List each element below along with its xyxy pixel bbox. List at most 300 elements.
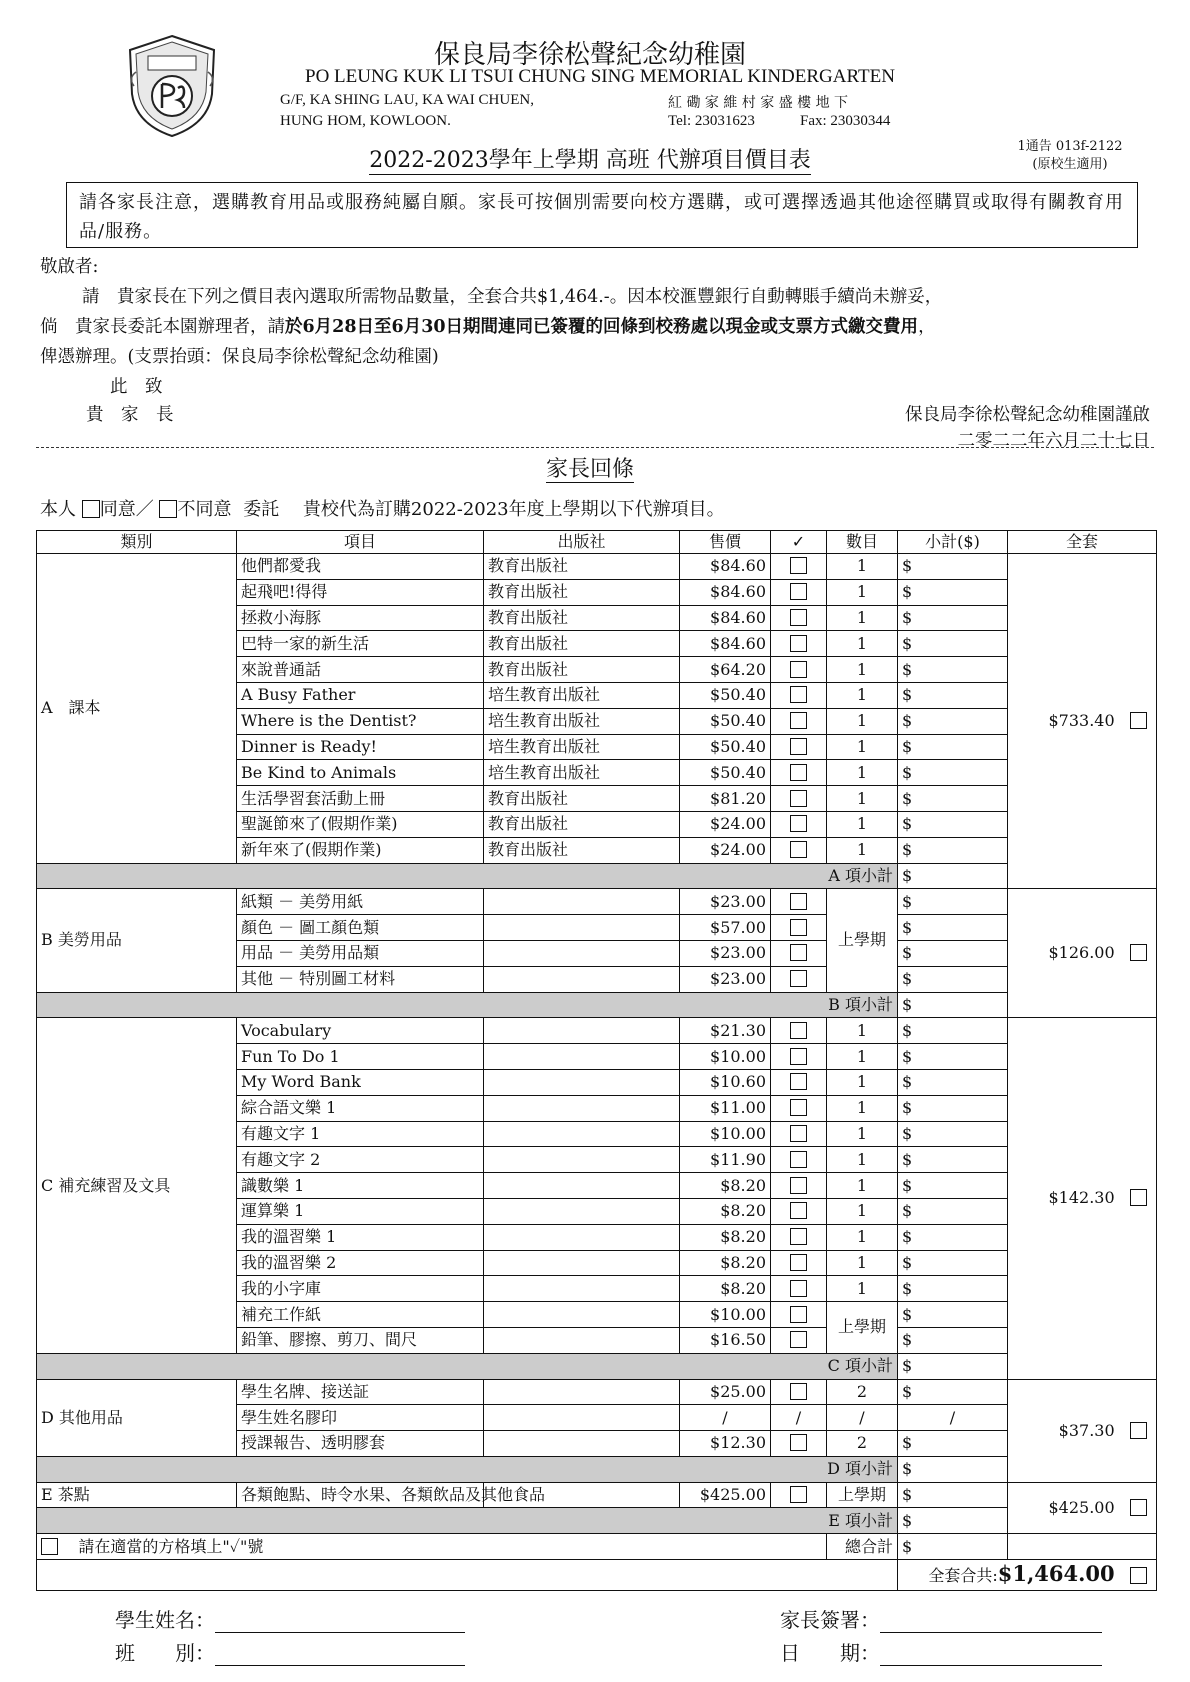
- subtotal: $: [898, 1224, 1008, 1250]
- price: /: [680, 1405, 771, 1431]
- publisher: [484, 1276, 680, 1302]
- quantity: 2: [827, 1431, 898, 1457]
- section-total-value: $733.40: [1048, 711, 1115, 731]
- publisher: [484, 1198, 680, 1224]
- item-name: Vocabulary: [237, 1018, 484, 1044]
- price-table: [36, 530, 1157, 1591]
- item-name: 生活學習套活動上冊: [237, 786, 484, 812]
- quantity: 1: [827, 1173, 898, 1199]
- price: $84.60: [680, 631, 771, 657]
- price: $10.00: [680, 1302, 771, 1328]
- item-name: 我的溫習樂 2: [237, 1250, 484, 1276]
- publisher: [484, 915, 680, 941]
- subtotal-label: B 項小計: [37, 992, 898, 1018]
- letter-paragraph-2: [40, 312, 936, 342]
- item-name: 補充工作紙: [237, 1302, 484, 1328]
- instruction-cell: [37, 1534, 827, 1560]
- tick-cell: [771, 734, 827, 760]
- category-label: E 茶點: [37, 1482, 237, 1508]
- class-label: 班 別：: [115, 1641, 215, 1665]
- item-checkbox[interactable]: [790, 1254, 807, 1271]
- publisher: 教育出版社: [484, 657, 680, 683]
- subtotal-label: E 項小計: [37, 1508, 898, 1534]
- item-checkbox[interactable]: [790, 557, 807, 574]
- price: $11.00: [680, 1095, 771, 1121]
- subtotal: $: [898, 837, 1008, 863]
- subtotal-value: $: [898, 1456, 1008, 1482]
- item-checkbox[interactable]: [790, 1022, 807, 1039]
- price: $50.40: [680, 734, 771, 760]
- section-set-checkbox[interactable]: [1130, 944, 1147, 961]
- item-checkbox[interactable]: [790, 1331, 807, 1348]
- price: $50.40: [680, 682, 771, 708]
- column-header: 售價: [680, 531, 771, 554]
- publisher: [484, 1069, 680, 1095]
- subtotal: $: [898, 940, 1008, 966]
- subtotal-value: $: [898, 1508, 1008, 1534]
- reply-slip-title-text: 家長回條: [545, 457, 634, 482]
- notice-code: 1通告 013f-2122: [1017, 139, 1123, 154]
- price: $8.20: [680, 1173, 771, 1199]
- subtotal: $: [898, 811, 1008, 837]
- table-row: [37, 1018, 1157, 1044]
- price: $8.20: [680, 1198, 771, 1224]
- letter-salutation: 敬啟者:: [40, 257, 99, 277]
- grand-total-empty: [1008, 1534, 1157, 1560]
- all-total-row: [37, 1560, 1157, 1591]
- item-name: A Busy Father: [237, 682, 484, 708]
- all-total-cell: [898, 1560, 1157, 1591]
- quantity: 1: [827, 1250, 898, 1276]
- publisher: 教育出版社: [484, 605, 680, 631]
- price: $23.00: [680, 966, 771, 992]
- date-label: 日 期：: [780, 1641, 880, 1665]
- tick-cell: [771, 682, 827, 708]
- item-checkbox[interactable]: [790, 1073, 807, 1090]
- agree-checkbox[interactable]: [82, 500, 100, 518]
- item-checkbox[interactable]: [790, 1048, 807, 1065]
- price: $84.60: [680, 605, 771, 631]
- table-header-row: [37, 531, 1157, 554]
- item-name: 他們都愛我: [237, 554, 484, 580]
- publisher: 教育出版社: [484, 837, 680, 863]
- tick-cell: [771, 605, 827, 631]
- item-name: 起飛吧!得得: [237, 579, 484, 605]
- subtotal: $: [898, 1482, 1008, 1508]
- subtotal-row: [37, 992, 1157, 1018]
- quantity: 1: [827, 605, 898, 631]
- tick-cell: [771, 760, 827, 786]
- item-name: 各類飽點、時令水果、各類飲品及其他食品: [237, 1482, 484, 1508]
- item-name: 運算樂 1: [237, 1198, 484, 1224]
- subtotal: $: [898, 1147, 1008, 1173]
- section-set-checkbox[interactable]: [1130, 1422, 1147, 1439]
- category-label: C 補充練習及文具: [37, 1018, 237, 1353]
- subtotal: $: [898, 1095, 1008, 1121]
- category-label: D 其他用品: [37, 1379, 237, 1456]
- address-en-line1: G/F, KA SHING LAU, KA WAI CHUEN,: [280, 92, 534, 108]
- quantity: 1: [827, 1044, 898, 1070]
- tick-cell: [771, 915, 827, 941]
- tick-cell: [771, 786, 827, 812]
- price: $10.00: [680, 1044, 771, 1070]
- item-name: 我的小字庫: [237, 1276, 484, 1302]
- tick-cell: [771, 1018, 827, 1044]
- item-checkbox[interactable]: [790, 1177, 807, 1194]
- student-name-field: [115, 1604, 465, 1633]
- item-name: 拯救小海豚: [237, 605, 484, 631]
- address-en-line2: HUNG HOM, KOWLOON.: [280, 113, 451, 129]
- price: $8.20: [680, 1276, 771, 1302]
- letter-paragraph-1: 請 貴家長在下列之價目表內選取所需物品數量，全套合共$1,464.-。因本校滙豐銀行自動轉賬手續尚未辦妥，: [82, 287, 943, 307]
- tick-cell: [771, 554, 827, 580]
- tick-cell: [771, 1250, 827, 1276]
- publisher: [484, 1095, 680, 1121]
- table-row: [37, 1379, 1157, 1405]
- tick-cell: [771, 966, 827, 992]
- column-header: ✓: [771, 531, 827, 554]
- quantity: 1: [827, 1121, 898, 1147]
- grand-total-label: 總合計: [827, 1534, 898, 1560]
- quantity: 1: [827, 1095, 898, 1121]
- item-checkbox[interactable]: [790, 1099, 807, 1116]
- student-name-label: 學生姓名：: [115, 1608, 215, 1632]
- tick-cell: [771, 1431, 827, 1457]
- date-input[interactable]: [880, 1641, 1102, 1666]
- publisher: [484, 1405, 680, 1431]
- subtotal-label: A 項小計: [37, 863, 898, 889]
- subtotal: $: [898, 605, 1008, 631]
- page-title-text: 2022-2023學年上學期 高班 代辦項目價目表: [369, 148, 811, 173]
- quantity: 1: [827, 760, 898, 786]
- address-cn: 紅 磡 家 維 村 家 盛 樓 地 下: [668, 95, 849, 111]
- price: $10.00: [680, 1121, 771, 1147]
- subtotal: $: [898, 1044, 1008, 1070]
- price: $57.00: [680, 915, 771, 941]
- publisher: [484, 966, 680, 992]
- publisher: [484, 1121, 680, 1147]
- item-name: 用品 － 美勞用品類: [237, 940, 484, 966]
- price: $12.30: [680, 1431, 771, 1457]
- grand-total-row: [37, 1534, 1157, 1560]
- category-label: A 課本: [37, 554, 237, 864]
- publisher: [484, 1379, 680, 1405]
- publisher: 教育出版社: [484, 631, 680, 657]
- subtotal: $: [898, 1018, 1008, 1044]
- subtotal: $: [898, 1276, 1008, 1302]
- item-name: 授課報告、透明膠套: [237, 1431, 484, 1457]
- subtotal: $: [898, 786, 1008, 812]
- publisher: [484, 1302, 680, 1328]
- letter-closing-1: 此 致: [110, 377, 163, 397]
- subtotal: $: [898, 1327, 1008, 1353]
- tick-cell: [771, 1327, 827, 1353]
- quantity: 1: [827, 734, 898, 760]
- column-header: 數目: [827, 531, 898, 554]
- section-set-checkbox[interactable]: [1130, 712, 1147, 729]
- tick-cell: [771, 1044, 827, 1070]
- publisher: 教育出版社: [484, 554, 680, 580]
- publisher: [484, 1250, 680, 1276]
- tick-cell: [771, 1147, 827, 1173]
- item-checkbox[interactable]: [790, 712, 807, 729]
- item-checkbox[interactable]: [790, 815, 807, 832]
- quantity: 1: [827, 579, 898, 605]
- reply-slip-title: [480, 452, 700, 483]
- school-name-cn: 保良局李徐松聲紀念幼稚園: [433, 40, 746, 70]
- subtotal: $: [898, 889, 1008, 915]
- section-total: [1008, 1482, 1157, 1534]
- publisher: 培生教育出版社: [484, 682, 680, 708]
- publisher: [484, 1044, 680, 1070]
- publisher: [484, 1173, 680, 1199]
- price: $11.90: [680, 1147, 771, 1173]
- item-checkbox[interactable]: [790, 1383, 807, 1400]
- table-row: [37, 1482, 1157, 1508]
- item-checkbox[interactable]: [790, 893, 807, 910]
- school-logo: [122, 32, 222, 140]
- grand-total-value: $: [898, 1534, 1008, 1560]
- tick-cell: [771, 1224, 827, 1250]
- item-checkbox[interactable]: [790, 609, 807, 626]
- item-name: 鉛筆、膠擦、剪刀、間尺: [237, 1327, 484, 1353]
- class-field: [115, 1637, 465, 1666]
- subtotal: $: [898, 682, 1008, 708]
- item-checkbox[interactable]: [790, 919, 807, 936]
- price: $50.40: [680, 708, 771, 734]
- publisher: 教育出版社: [484, 811, 680, 837]
- publisher: 培生教育出版社: [484, 760, 680, 786]
- tick-cell: [771, 1069, 827, 1095]
- price: $25.00: [680, 1379, 771, 1405]
- item-checkbox[interactable]: [790, 1280, 807, 1297]
- section-total-value: $37.30: [1058, 1420, 1115, 1440]
- item-name: 學生姓名膠印: [237, 1405, 484, 1431]
- item-checkbox[interactable]: [790, 583, 807, 600]
- item-name: 其他 － 特別圖工材料: [237, 966, 484, 992]
- publisher: [484, 1018, 680, 1044]
- item-checkbox[interactable]: [790, 841, 807, 858]
- tick-cell: [771, 579, 827, 605]
- tick-cell: [771, 811, 827, 837]
- subtotal: $: [898, 1198, 1008, 1224]
- subtotal-value: $: [898, 1353, 1008, 1379]
- item-checkbox[interactable]: [790, 1434, 807, 1451]
- disagree-checkbox[interactable]: [159, 500, 177, 518]
- section-total-value: $142.30: [1048, 1188, 1115, 1208]
- section-total: [1008, 1379, 1157, 1482]
- tick-cell: [771, 940, 827, 966]
- item-checkbox[interactable]: [790, 1228, 807, 1245]
- price: $24.00: [680, 811, 771, 837]
- subtotal: $: [898, 1121, 1008, 1147]
- subtotal-row: [37, 1456, 1157, 1482]
- item-name: 來說普通話: [237, 657, 484, 683]
- section-total: [1008, 554, 1157, 889]
- section-total-value: $126.00: [1048, 943, 1115, 963]
- subtotal: $: [898, 554, 1008, 580]
- item-checkbox[interactable]: [790, 764, 807, 781]
- item-checkbox[interactable]: [790, 944, 807, 961]
- quantity: 1: [827, 682, 898, 708]
- price: $8.20: [680, 1224, 771, 1250]
- subtotal: $: [898, 760, 1008, 786]
- subtotal: $: [898, 579, 1008, 605]
- parent-signature-input[interactable]: [880, 1608, 1102, 1633]
- subtotal: $: [898, 1302, 1008, 1328]
- price: $10.60: [680, 1069, 771, 1095]
- item-checkbox[interactable]: [790, 790, 807, 807]
- tick-cell: [771, 889, 827, 915]
- column-header: 出版社: [484, 531, 680, 554]
- publisher: 培生教育出版社: [484, 734, 680, 760]
- subtotal-row: [37, 1353, 1157, 1379]
- publisher: [484, 1431, 680, 1457]
- tick-cell: [771, 1121, 827, 1147]
- quantity: /: [827, 1405, 898, 1431]
- telephone: Tel: 23031623: [668, 113, 755, 129]
- letter-closing-2: 貴 家 長: [86, 405, 174, 425]
- quantity: 1: [827, 811, 898, 837]
- subtotal: $: [898, 631, 1008, 657]
- subtotal-row: [37, 1508, 1157, 1534]
- subtotal: $: [898, 915, 1008, 941]
- price: $425.00: [680, 1482, 771, 1508]
- category-label: B 美勞用品: [37, 889, 237, 992]
- item-checkbox[interactable]: [790, 1306, 807, 1323]
- subtotal: $: [898, 1069, 1008, 1095]
- item-checkbox[interactable]: [790, 635, 807, 652]
- item-name: 紙類 － 美勞用紙: [237, 889, 484, 915]
- all-total-value: $1,464.00: [997, 1561, 1115, 1587]
- section-set-checkbox[interactable]: [1130, 1499, 1147, 1516]
- quantity: 1: [827, 1224, 898, 1250]
- column-header: 小計($): [898, 531, 1008, 554]
- subtotal: /: [898, 1405, 1008, 1431]
- item-checkbox[interactable]: [790, 1151, 807, 1168]
- item-checkbox[interactable]: [790, 661, 807, 678]
- publisher: 教育出版社: [484, 579, 680, 605]
- subtotal: $: [898, 657, 1008, 683]
- quantity: 1: [827, 786, 898, 812]
- item-checkbox[interactable]: [790, 1125, 807, 1142]
- tick-cell: [771, 1276, 827, 1302]
- notice-applicability: (原校生適用): [1032, 157, 1108, 172]
- letter-paragraph-3: 俾憑辦理。(支票抬頭：保良局李徐松聲紀念幼稚園): [40, 347, 439, 367]
- tick-cell: [771, 657, 827, 683]
- price: $23.00: [680, 889, 771, 915]
- section-set-checkbox[interactable]: [1130, 1189, 1147, 1206]
- item-checkbox[interactable]: [790, 1486, 807, 1503]
- publisher: [484, 1224, 680, 1250]
- publisher: 教育出版社: [484, 786, 680, 812]
- disagree-label: 不同意: [177, 499, 232, 520]
- tick-cell: [771, 1302, 827, 1328]
- price: $23.00: [680, 940, 771, 966]
- letter-p2-start: 倘 貴家長委託本園辦理者，請: [40, 317, 285, 337]
- tick-cell: [771, 1095, 827, 1121]
- item-name: 顏色 － 圖工顏色類: [237, 915, 484, 941]
- tick-cell: [771, 1173, 827, 1199]
- consent-rest: 委託 貴校代為訂購2022-2023年度上學期以下代辦項目。: [243, 499, 725, 520]
- item-checkbox[interactable]: [790, 1202, 807, 1219]
- letter-p2-deadline: 於6月28日至6月30日期間連同已簽覆的回條到校務處以現金或支票方式繳交費用: [285, 317, 919, 337]
- subtotal: $: [898, 966, 1008, 992]
- item-name: 聖誕節來了(假期作業): [237, 811, 484, 837]
- column-header: 類別: [37, 531, 237, 554]
- price: $81.20: [680, 786, 771, 812]
- price: $64.20: [680, 657, 771, 683]
- school-name-en: PO LEUNG KUK LI TSUI CHUNG SING MEMORIAL KINDERGARTEN: [305, 66, 895, 87]
- parent-signature-field: [780, 1604, 1102, 1633]
- quantity: 1: [827, 1018, 898, 1044]
- fax: Fax: 23030344: [800, 113, 891, 129]
- column-header: 全套: [1008, 531, 1157, 554]
- item-checkbox[interactable]: [790, 686, 807, 703]
- price: $84.60: [680, 554, 771, 580]
- publisher: 培生教育出版社: [484, 708, 680, 734]
- subtotal: $: [898, 1431, 1008, 1457]
- quantity: 1: [827, 837, 898, 863]
- quantity: 1: [827, 657, 898, 683]
- item-name: 有趣文字 1: [237, 1121, 484, 1147]
- legend-checkbox[interactable]: [41, 1538, 58, 1555]
- subtotal: $: [898, 734, 1008, 760]
- tear-off-line: [36, 447, 1154, 448]
- quantity: 2: [827, 1379, 898, 1405]
- item-name: Where is the Dentist?: [237, 708, 484, 734]
- quantity: 1: [827, 708, 898, 734]
- student-name-input[interactable]: [215, 1608, 465, 1633]
- publisher: [484, 1147, 680, 1173]
- page-title: [280, 143, 900, 174]
- price: $16.50: [680, 1327, 771, 1353]
- publisher: [484, 889, 680, 915]
- quantity-term: 上學期: [827, 1302, 898, 1354]
- letter-p2-end: ，: [918, 317, 936, 337]
- subtotal-label: D 項小計: [37, 1456, 898, 1482]
- price: $8.20: [680, 1250, 771, 1276]
- quantity: 1: [827, 1276, 898, 1302]
- all-set-checkbox[interactable]: [1130, 1567, 1147, 1584]
- quantity: 1: [827, 1147, 898, 1173]
- quantity: 1: [827, 1198, 898, 1224]
- all-total-spacer: [37, 1560, 898, 1591]
- class-input[interactable]: [215, 1641, 465, 1666]
- table-row: [37, 554, 1157, 580]
- subtotal-row: [37, 863, 1157, 889]
- consent-line: [40, 495, 725, 521]
- all-total-label: 全套合共:: [928, 1566, 998, 1586]
- item-checkbox[interactable]: [790, 970, 807, 987]
- table-row: [37, 889, 1157, 915]
- subtotal: $: [898, 1379, 1008, 1405]
- item-name: 有趣文字 2: [237, 1147, 484, 1173]
- item-checkbox[interactable]: [790, 738, 807, 755]
- tick-cell: [771, 1198, 827, 1224]
- subtotal: $: [898, 1173, 1008, 1199]
- quantity-term: 上學期: [827, 889, 898, 992]
- price: $84.60: [680, 579, 771, 605]
- item-name: 識數樂 1: [237, 1173, 484, 1199]
- item-name: 我的溫習樂 1: [237, 1224, 484, 1250]
- price: $50.40: [680, 760, 771, 786]
- tick-cell: [771, 708, 827, 734]
- section-total-value: $425.00: [1048, 1497, 1115, 1517]
- quantity: 上學期: [827, 1482, 898, 1508]
- publisher: [484, 1327, 680, 1353]
- tick-cell: [771, 1379, 827, 1405]
